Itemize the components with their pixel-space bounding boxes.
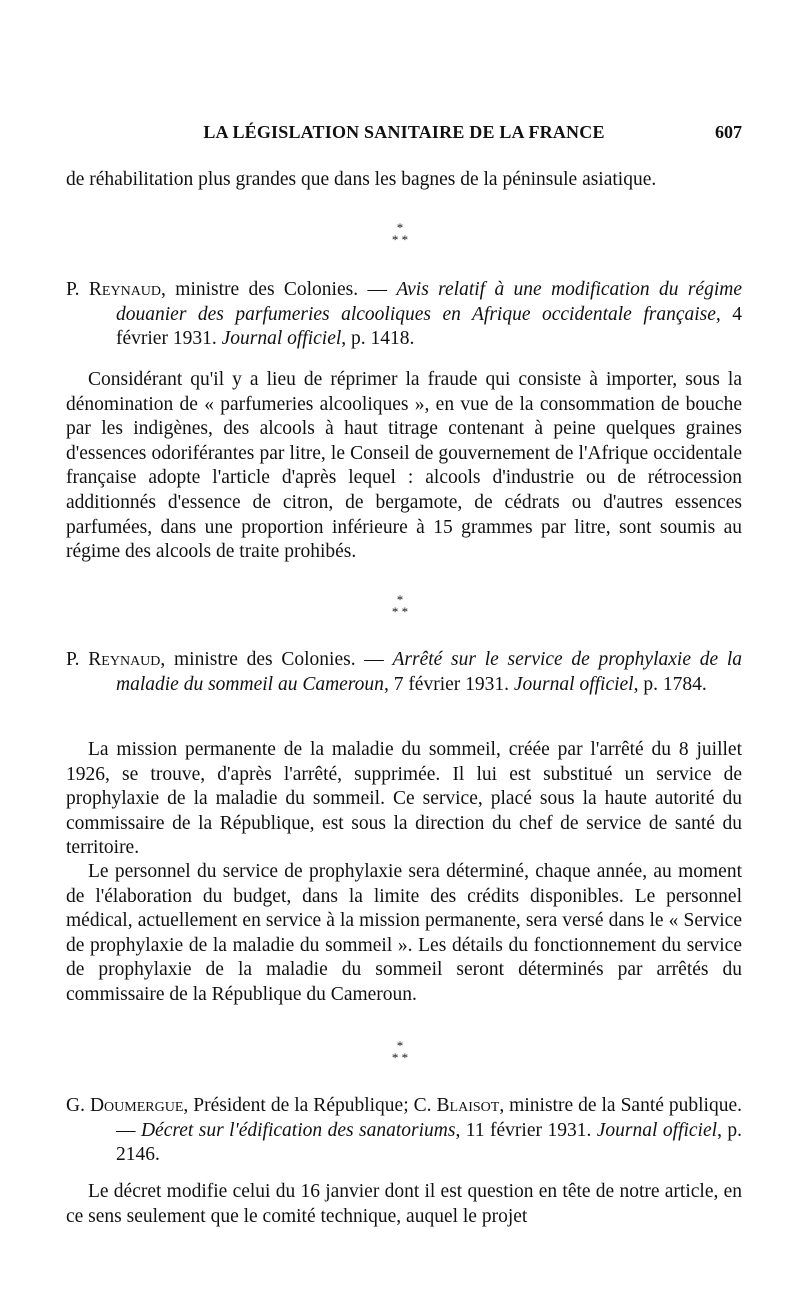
running-header <box>66 122 742 148</box>
journal-name: Journal officiel <box>221 328 342 350</box>
section-separator: * * * <box>391 1038 409 1065</box>
author-name: Reynaud <box>88 279 162 300</box>
author-name: Reynaud <box>88 649 161 670</box>
continuation-paragraph: de réhabilitation plus grandes que dans les bagnes de la péninsule asiatique. <box>66 169 657 190</box>
running-title: LA LÉGISLATION SANITAIRE DE LA FRANCE <box>203 122 605 142</box>
entry-title: Arrêté sur le service de prophylaxie de la maladie du sommeil au Cameroun <box>116 649 742 695</box>
section-separator: * * * <box>391 592 409 619</box>
entry-title: Avis relatif à une modification du régime douanier des parfumeries alcooliques en Afrique occidentale française <box>116 279 742 325</box>
entry-doumergue-sanatoriums: G. Doumergue, Président de la République; C. Blaisot, ministre de la Santé publique. — Décret sur l'édification des sanatoriums, 11 février 1931. Journal officiel, p. 2146. <box>66 1095 743 1166</box>
entry-reynaud-prophylaxie: P. Reynaud, ministre des Colonies. — Arrêté sur le service de prophylaxie de la maladie du sommeil au Cameroun, 7 février 1931. Journal officiel, p. 1784. <box>66 649 742 695</box>
section-separator: * * * <box>391 220 409 247</box>
entry-reynaud-parfumeries: P. Reynaud, ministre des Colonies. — Avis relatif à une modification du régime douanier des parfumeries alcooliques en Afrique occidentale française, 4 février 1931. Journal officiel, p. 1418. <box>66 279 742 350</box>
entry-title: Décret sur l'édification des sanatoriums <box>140 1119 456 1141</box>
entry-body-paragraph: Le personnel du service de prophylaxie sera déterminé, chaque année, au moment de l'élaboration du budget, dans la limite des crédits disponibles. Le personnel médical, actuellement en service à la mission permanente, sera versé dans le « Service de prophylaxie de la maladie du sommeil ». Les détails du fonctionnement du service de prophylaxie de la maladie du sommeil seront déterminés par arrêtés du commissaire de la République du Cameroun. <box>66 861 742 1005</box>
author-name: Blaisot <box>436 1095 500 1116</box>
entry-body-paragraph: Le décret modifie celui du 16 janvier dont il est question en tête de notre article, en ce sens seulement que le comité technique, auquel le projet <box>66 1181 742 1227</box>
page-number: 607 <box>715 122 742 142</box>
entry-body-paragraph: La mission permanente de la maladie du sommeil, créée par l'arrêté du 8 juillet 1926, se trouve, d'après l'arrêté, supprimée. Il lui est substitué un service de prophylaxie de la maladie du sommeil. Ce service, placé sous la haute autorité du commissaire de la République, est sous la direction du chef de service de santé du territoire. <box>66 739 742 859</box>
entry-body-paragraph: Considérant qu'il y a lieu de réprimer la fraude qui consiste à importer, sous la dénomination de « parfumeries alcooliques », en vue de la consommation de bouche par les indigènes, des alcools à haut titrage contenant à peine quelques graines d'essences odoriférantes par litre, le Conseil de gouvernement de l'Afrique occidentale française adopte l'article d'après lequel : alcools d'industrie ou de rétrocession additionnés d'essence de citron, de bergamote, de cédrats ou d'autres essences parfumées, dans une proportion inférieure à 15 grammes par litre, sont soumis au régime des alcools de traite prohibés. <box>66 369 742 563</box>
author-name: Doumergue <box>89 1095 184 1116</box>
journal-name: Journal officiel <box>596 1119 718 1141</box>
journal-name: Journal officiel <box>513 673 634 695</box>
